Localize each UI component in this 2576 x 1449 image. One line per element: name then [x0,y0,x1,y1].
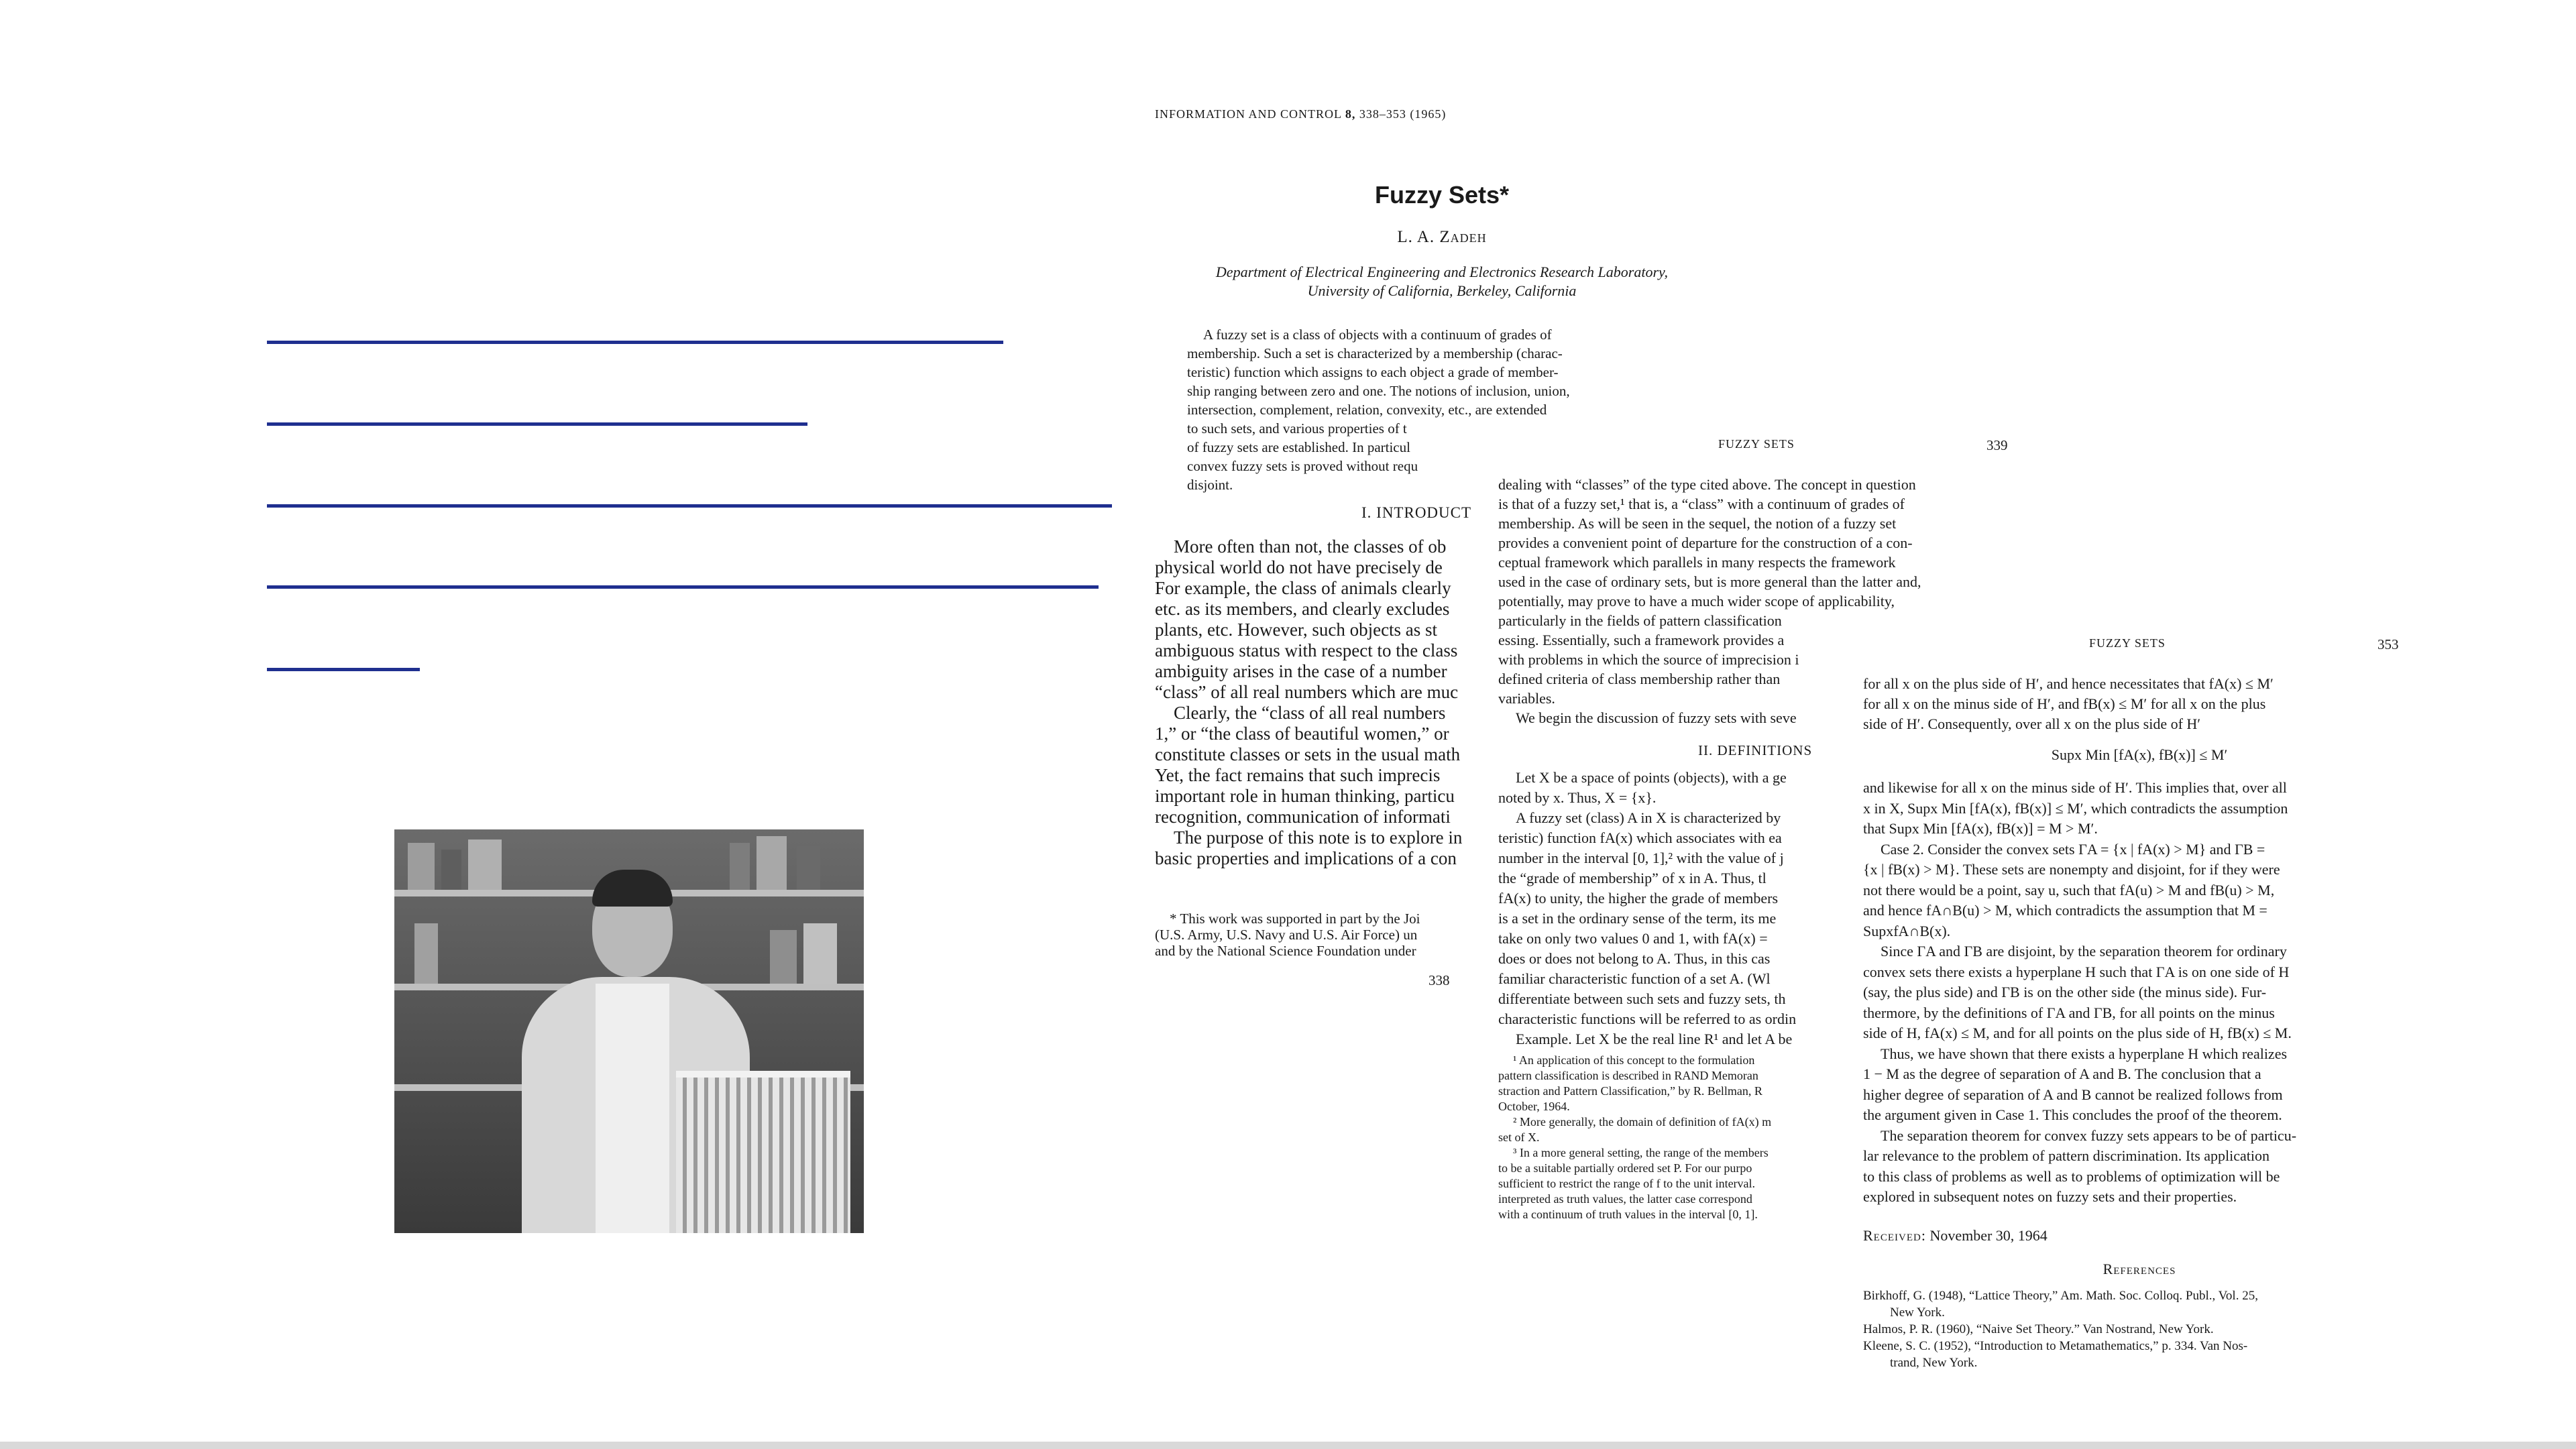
text-line: to such sets, and various properties of t [1187,420,1407,437]
text-line: characteristic functions will be referred to as ordin [1498,1010,1797,1027]
text-line-5 [267,668,420,671]
text-line: teristic) function which assigns to each object a grade of member- [1187,364,1559,380]
text-line: ceptual framework which parallels in many respects the framework [1498,554,1896,571]
text-line: side of H′. Consequently, over all x on the plus side of H′ [1863,715,2201,732]
text-line: explored in subsequent notes on fuzzy sets and their properties. [1863,1188,2237,1205]
text-line: provides a convenient point of departure for the construction of a con- [1498,534,1913,551]
text-line: intersection, complement, relation, convexity, etc., are extended [1187,402,1547,418]
text-line: A fuzzy set (class) A in X is characterized by [1516,809,1781,826]
text-line: (say, the plus side) and ΓB is on the other side (the minus side). Fur- [1863,984,2267,1000]
paper-affiliation [1140,263,1744,300]
text-line: for all x on the plus side of H′, and hence necessitates that fA(x) ≤ M′ [1863,675,2274,692]
text-line: etc. as its members, and clearly excludes [1155,599,1450,619]
journal-pages-year: 338–353 (1965) [1359,107,1447,121]
text-line: used in the case of ordinary sets, but is more general than the latter and, [1498,573,1921,590]
text-line: with a continuum of truth values in the interval [0, 1]. [1498,1208,1758,1221]
text-line: not there would be a point, say u, such that fA(u) > M and fB(u) > M, [1863,881,2275,899]
text-line: to this class of problems as well as to problems of optimization will be [1863,1167,2280,1185]
text-line: that Supx Min [fA(x), fB(x)] = M > M′. [1863,820,2098,837]
text-line: membership. Such a set is characterized by a membership (charac- [1187,345,1563,361]
text-line: For example, the class of animals clearly [1155,578,1451,598]
text-line: x in X, Supx Min [fA(x), fB(x)] ≤ M′, which contradicts the assumption [1863,799,2288,817]
proof-continued-353 [1863,778,2410,1208]
text-line: Department of Electrical Engineering and Electronics Research Laboratory, [1215,264,1669,280]
text-line: convex sets there exists a hyperplane H such that ΓA is on one side of H [1863,963,2290,980]
running-head-353: FUZZY SETS [2089,636,2166,650]
section-heading-introduction: I. INTRODUCT [1361,504,1472,521]
text-line: particularly in the fields of pattern classification [1498,612,1782,629]
text-line: defined criteria of class membership rather than [1498,671,1781,687]
text-line: to be a suitable partially ordered set P. For our purpo [1498,1161,1752,1175]
text-line: is a set in the ordinary sense of the term, its me [1498,910,1777,927]
text-line: Case 2. Consider the convex sets ΓA = {x | fA(x) > M} and ΓB = [1881,840,2265,858]
text-line: dealing with “classes” of the type cited above. The concept in question [1498,476,1916,493]
text-line: ambiguity arises in the case of a number [1155,661,1447,681]
text-line: We begin the discussion of fuzzy sets with seve [1516,709,1797,726]
text-line: important role in human thinking, particu [1155,786,1455,806]
text-line: side of H, fA(x) ≤ M, and for all points on the plus side of H, fB(x) ≤ M. [1863,1025,2292,1041]
text-line: differentiate between such sets and fuzzy sets, th [1498,990,1786,1007]
reference-item: Halmos, P. R. (1960), “Naive Set Theory.” Van Nostrand, New York. [1863,1322,2214,1336]
section-heading-definitions: II. DEFINITIONS [1698,742,1813,758]
text-line: ¹ An application of this concept to the formulation [1513,1053,1755,1067]
text-line: sufficient to restrict the range of f to the unit interval. [1498,1177,1756,1190]
text-line-3 [267,504,1112,508]
references-list [1863,1287,2410,1371]
text-line: Let X be a space of points (objects), with a ge [1516,769,1787,786]
text-line: basic properties and implications of a con [1155,848,1457,868]
text-line: October, 1964. [1498,1100,1570,1113]
text-line: the “grade of membership” of x in A. Thus, tl [1498,870,1767,886]
received-line [1863,1227,2048,1244]
text-line: familiar characteristic function of a set A. (Wl [1498,970,1771,987]
text-line: ambiguous status with respect to the class [1155,640,1458,660]
text-line: Yet, the fact remains that such imprecis [1155,765,1441,785]
text-line: straction and Pattern Classification,” by R. Bellman, R [1498,1084,1762,1098]
text-line: number in the interval [0, 1],² with the value of j [1498,850,1784,866]
bottom-strip [0,1442,2576,1449]
text-line: with problems in which the source of imprecision i [1498,651,1799,668]
text-line: * This work was supported in part by the Joi [1170,911,1420,927]
text-line: disjoint. [1187,477,1233,493]
text-line: Since ΓA and ΓB are disjoint, by the separation theorem for ordinary [1881,943,2287,960]
text-line: interpreted as truth values, the latter case correspond [1498,1192,1752,1206]
text-line: physical world do not have precisely de [1155,557,1443,577]
text-line: Thus, we have shown that there exists a hyperplane H which realizes [1881,1045,2288,1062]
text-line: essing. Essentially, such a framework provides a [1498,632,1785,648]
text-line: variables. [1498,690,1555,707]
text-line-4 [267,585,1099,589]
text-line: trand, New York. [1890,1356,1978,1370]
text-line: University of California, Berkeley, California [1307,282,1577,299]
equation-353: Supx Min [fA(x), fB(x)] ≤ M′ [2051,746,2228,763]
text-line: convex fuzzy sets is proved without requ [1187,458,1418,474]
text-line: is that of a fuzzy set,¹ that is, a “class” with a continuum of grades of [1498,496,1905,512]
text-line: potentially, may prove to have a much wider scope of applicability, [1498,593,1895,610]
text-line: and by the National Science Foundation under [1155,943,1416,959]
text-line: Clearly, the “class of all real numbers [1174,703,1446,723]
reference-item: Kleene, S. C. (1952), “Introduction to Metamathematics,” p. 334. Van Nos- [1863,1339,2248,1353]
text-line: plants, etc. However, such objects as st [1155,620,1438,640]
author-photo [394,829,864,1233]
text-line: “class” of all real numbers which are muc [1155,682,1459,702]
text-line: thermore, by the definitions of ΓA and ΓB, for all points on the minus [1863,1004,2275,1021]
text-line: 1 − M as the degree of separation of A and B. The conclusion that a [1863,1065,2261,1082]
received-label: Received: [1863,1227,1926,1244]
text-line: the argument given in Case 1. This concludes the proof of the theorem. [1863,1106,2282,1123]
text-line-1 [267,341,1003,344]
page-number-339: 339 [1986,437,2008,453]
text-line: New York. [1890,1306,1945,1320]
journal-header [1155,106,1446,122]
text-line: ² More generally, the domain of definition of fA(x) m [1513,1115,1772,1128]
text-line: for all x on the minus side of H′, and fB(x) ≤ M′ for all x on the plus [1863,695,2266,712]
text-line: A fuzzy set is a class of objects with a continuum of grades of [1203,327,1552,343]
text-line: teristic) function fA(x) which associates with ea [1498,829,1782,846]
text-line: constitute classes or sets in the usual math [1155,744,1461,764]
text-line: fA(x) to unity, the higher the grade of members [1498,890,1779,907]
references-heading: References [2103,1261,2176,1277]
received-date: November 30, 1964 [1929,1227,2048,1244]
text-line: The purpose of this note is to explore in [1174,827,1463,848]
text-line: SupxfA∩B(x). [1863,922,1951,939]
journal-volume: 8, [1345,107,1356,121]
text-line: (U.S. Army, U.S. Navy and U.S. Air Force) un [1155,927,1418,943]
text-line: take on only two values 0 and 1, with fA(x) = [1498,930,1768,947]
proof-text-353 [1863,674,2410,734]
text-line: does or does not belong to A. Thus, in this cas [1498,950,1771,967]
paper-title: Fuzzy Sets* [1374,181,1510,209]
text-line: of fuzzy sets are established. In particul [1187,439,1410,455]
text-line: recognition, communication of informati [1155,807,1451,827]
text-line: The separation theorem for convex fuzzy sets appears to be of particu- [1881,1126,2297,1144]
text-line: Example. Let X be the real line R¹ and let A be [1516,1031,1793,1047]
text-line: 1,” or “the class of beautiful women,” or [1155,723,1449,744]
text-line: set of X. [1498,1131,1540,1144]
running-head-339: FUZZY SETS [1718,437,1795,451]
page-number-353: 353 [2377,636,2399,652]
text-line: and likewise for all x on the minus side of H′. This implies that, over all [1863,779,2287,796]
text-line-2 [267,422,807,426]
page-number-338: 338 [1429,972,1450,988]
reference-item: Birkhoff, G. (1948), “Lattice Theory,” Am. Math. Soc. Colloq. Publ., Vol. 25, [1863,1289,2258,1303]
text-line: lar relevance to the problem of pattern discrimination. Its application [1863,1147,2270,1164]
text-line: ship ranging between zero and one. The notions of inclusion, union, [1187,383,1570,399]
text-line: ³ In a more general setting, the range of the members [1513,1146,1769,1159]
paper-author: L. A. Zadeh [1397,228,1487,246]
journal-name: INFORMATION AND CONTROL [1155,107,1342,121]
text-line: {x | fB(x) > M}. These sets are nonempty and disjoint, for if they were [1863,861,2280,878]
text-line: More often than not, the classes of ob [1174,536,1447,557]
text-line: noted by x. Thus, X = {x}. [1498,789,1657,806]
text-line: membership. As will be seen in the sequel, the notion of a fuzzy set [1498,515,1897,532]
text-line: pattern classification is described in RAND Memoran [1498,1069,1758,1082]
text-line: and hence fA∩B(u) > M, which contradicts the assumption that M = [1863,902,2267,919]
text-line: higher degree of separation of A and B cannot be realized follows from [1863,1086,2283,1103]
paper-page-353 [1858,627,2421,1388]
